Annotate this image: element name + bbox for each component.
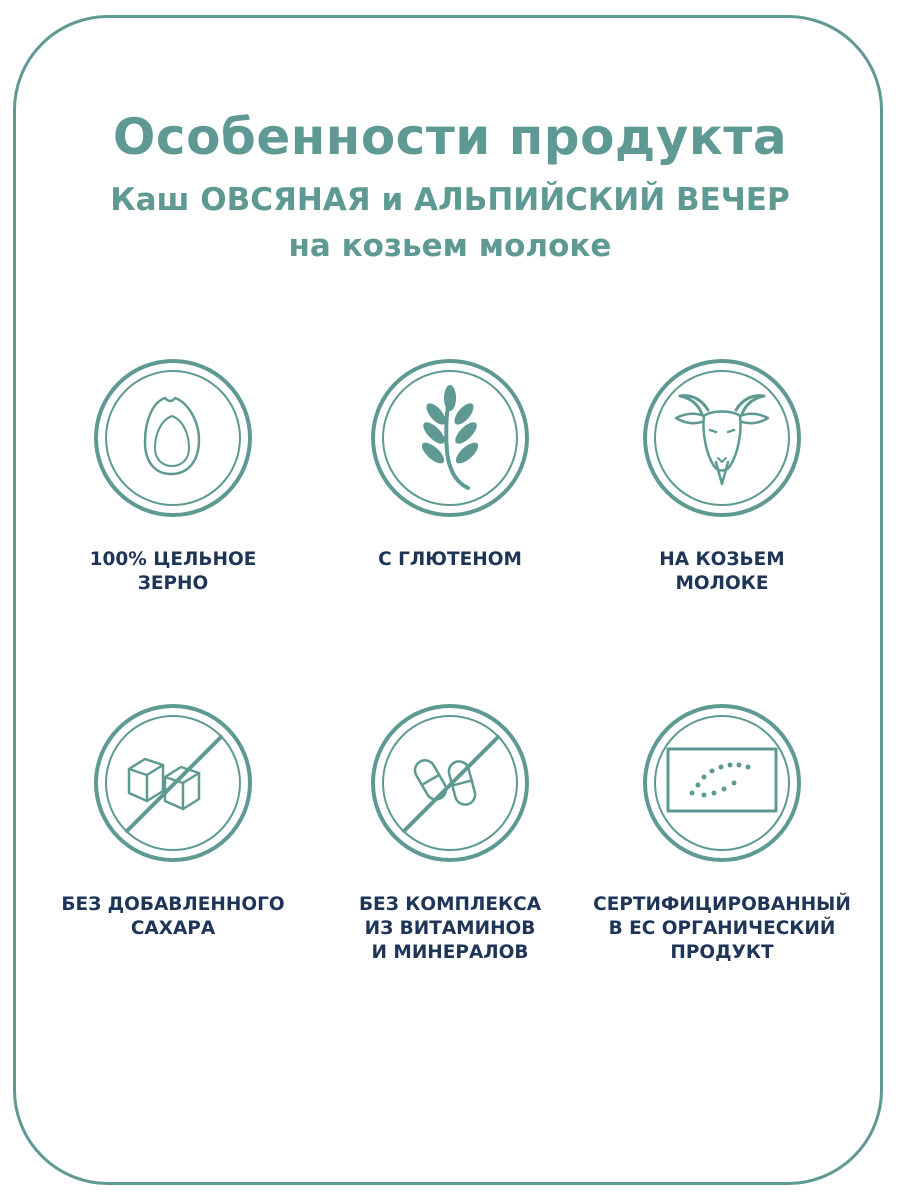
- page-title: Особенности продукта: [112, 108, 788, 166]
- feature-label: НА КОЗЬЕМ МОЛОКЕ: [659, 549, 785, 594]
- product-subtitle: на козьем молоке: [288, 228, 612, 264]
- wheat-icon: [370, 358, 530, 518]
- feature-label: 100% ЦЕЛЬНОЕ ЗЕРНО: [89, 549, 257, 594]
- feature-label: БЕЗ КОМПЛЕКСА ИЗ ВИТАМИНОВ И МИНЕРАЛОВ: [358, 894, 542, 963]
- feature-label: БЕЗ ДОБАВЛЕННОГО САХАРА: [61, 894, 285, 939]
- feature-label: С ГЛЮТЕНОМ: [378, 549, 522, 570]
- feature-label: СЕРТИФИЦИРОВАННЫЙ В ЕС ОРГАНИЧЕСКИЙ ПРОДУКТ: [593, 894, 851, 963]
- eu-organic-icon: [642, 703, 802, 863]
- whole-grain-icon: [93, 358, 253, 518]
- product-name: Каш ОВСЯНАЯ и АЛЬПИЙСКИЙ ВЕЧЕР: [110, 182, 790, 218]
- no-sugar-icon: [93, 703, 253, 863]
- goat-icon: [642, 358, 802, 518]
- no-vitamins-icon: [370, 703, 530, 863]
